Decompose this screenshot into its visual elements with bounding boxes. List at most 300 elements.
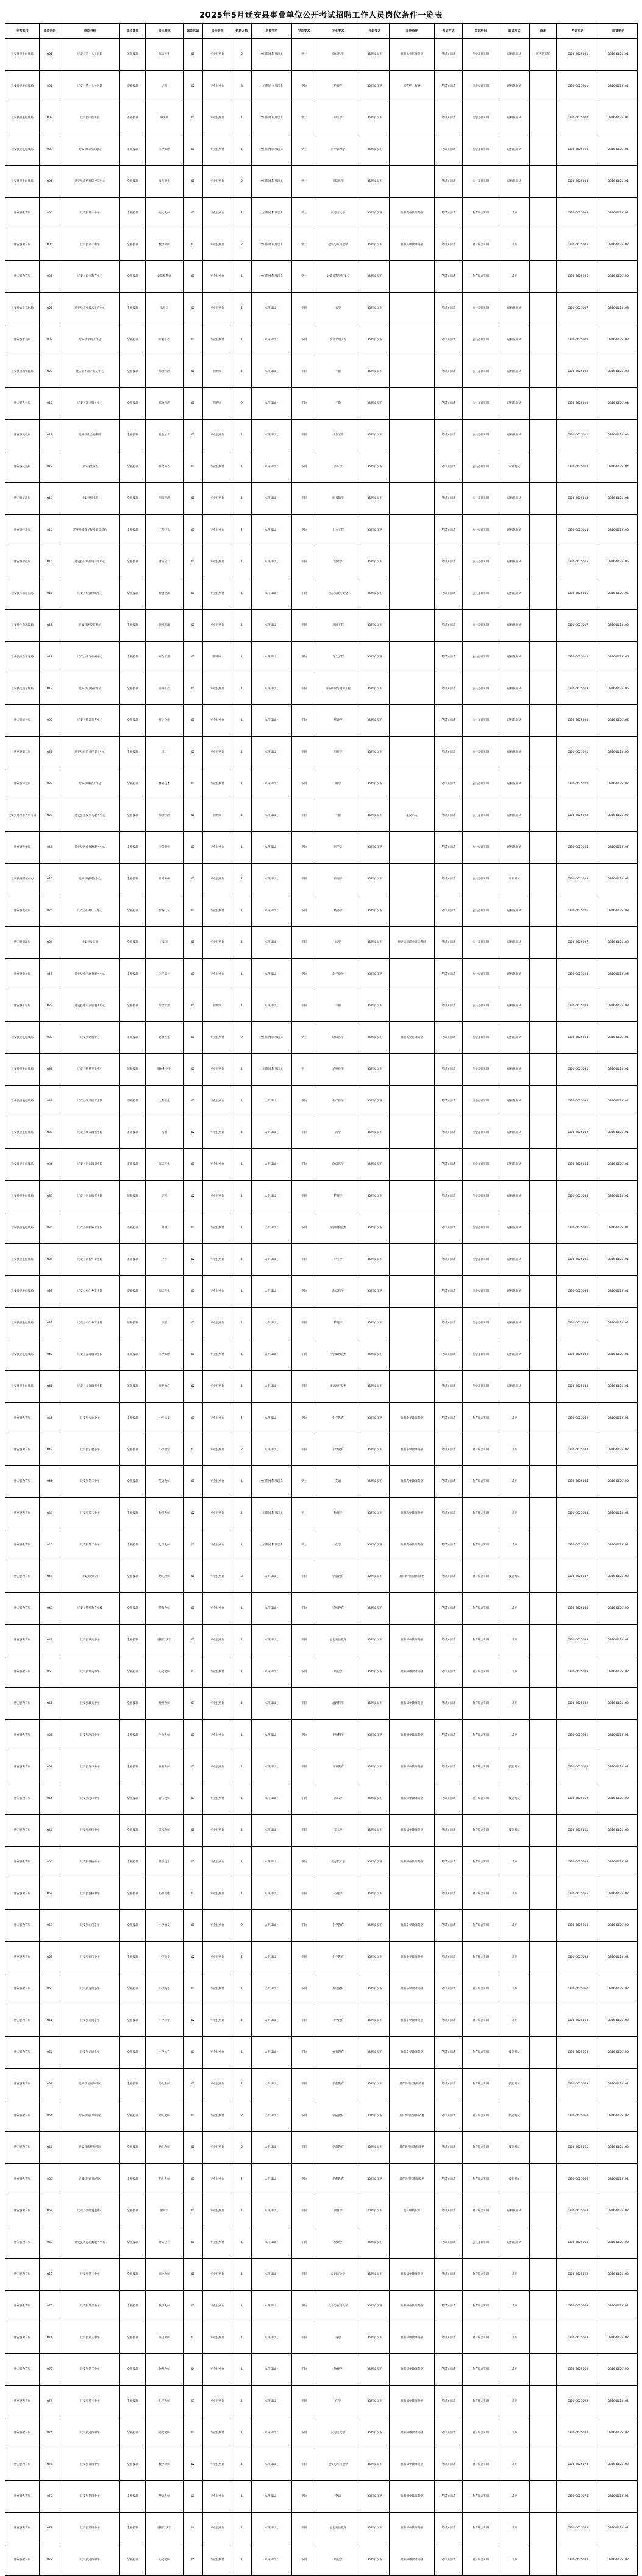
table-cell: 专业技术岗	[203, 1244, 232, 1276]
table-cell: 01	[184, 1212, 203, 1244]
table-cell: 本科及以上	[252, 2291, 292, 2322]
table-cell	[390, 673, 435, 705]
table-cell: 0316-6625007	[557, 293, 599, 324]
table-cell: 具有初中教师资格	[390, 1847, 435, 1878]
table-cell: 2	[232, 2100, 252, 2132]
table-cell: 专业技术岗	[203, 483, 232, 515]
table-cell: 笔试+面试	[435, 642, 463, 673]
table-cell: 汉语言文学	[316, 2259, 360, 2291]
table-cell: 全额拨款	[120, 515, 146, 546]
table-cell: 03	[184, 2322, 203, 2354]
table-cell: 教育综合知识	[463, 2100, 499, 2132]
table-cell: 01	[184, 990, 203, 1022]
table-cell: 公共基础知识	[463, 451, 499, 483]
table-cell: 试讲	[499, 1847, 530, 1878]
table-cell: 0316-6625017	[557, 610, 599, 642]
table-cell: 01	[184, 642, 203, 673]
table-cell: 大专及以上	[252, 1942, 292, 1973]
table-cell: 临床医学	[316, 1149, 360, 1181]
table-cell: 35周岁以下	[360, 673, 390, 705]
table-cell: 迁安县实验小学	[60, 1434, 120, 1466]
table-cell: 教育综合知识	[463, 2386, 499, 2417]
table-cell: 不限	[292, 737, 316, 768]
table-cell: 1	[232, 1847, 252, 1878]
table-cell: 英语教师	[146, 2322, 184, 2354]
table-cell: 差额拨款	[120, 1244, 146, 1276]
table-cell: 公共基础知识	[463, 166, 499, 198]
table-cell: 笔试+面试	[435, 1022, 463, 1054]
table-cell: 迁安县司法局	[5, 927, 40, 959]
table-cell: 024	[40, 832, 60, 864]
table-cell: 地理科学	[316, 1688, 360, 1720]
table-cell: 全额拨款	[120, 1910, 146, 1942]
table-cell: 30周岁以下	[360, 1181, 390, 1212]
table-cell: 迁安县特殊教育学校	[60, 1593, 120, 1625]
table-cell: 迁安县河口镇卫生院	[60, 1181, 120, 1212]
table-cell	[530, 546, 557, 578]
table-cell: 迁安县卫生健康局	[5, 1308, 40, 1339]
table-cell: 1	[232, 1339, 252, 1371]
table-cell: 35周岁以下	[360, 1942, 390, 1973]
table-cell: 033	[40, 1117, 60, 1149]
table-cell: 迁安县生态环境局	[5, 610, 40, 642]
table-cell: 迁安县教育局	[5, 2449, 40, 2481]
table-cell: 迁安县林业局	[5, 768, 40, 800]
table-cell: 35周岁以下	[360, 705, 390, 737]
table-cell: 医学类	[316, 832, 360, 864]
table-cell: 教育综合知识	[463, 2417, 499, 2449]
table-cell: 1	[232, 1751, 252, 1783]
table-cell: 0316-6625104	[599, 483, 638, 515]
table-cell: 全日制本科及以上	[252, 102, 292, 134]
table-cell: 017	[40, 610, 60, 642]
table-cell: 03	[184, 1688, 203, 1720]
table-cell: 体育教育	[316, 1751, 360, 1783]
table-cell: 结构化面试	[499, 673, 530, 705]
table-cell: 教育综合知识	[463, 1498, 499, 1530]
table-cell: 35周岁以下	[360, 2449, 390, 2481]
table-row	[5, 420, 638, 451]
table-cell	[390, 1878, 435, 1910]
table-cell: 本科及以上	[252, 1720, 292, 1751]
table-cell: 迁安县林业工作站	[60, 768, 120, 800]
table-cell: 迁安县新桥中学	[60, 1878, 120, 1910]
table-cell: 具有中级职称	[390, 2195, 435, 2227]
table-cell: 专业技术岗	[203, 1212, 232, 1244]
table-cell: 笔试+面试	[435, 2259, 463, 2291]
table-cell	[530, 451, 557, 483]
table-cell: 迁安县退役军人服务中心	[60, 800, 120, 832]
table-row	[5, 198, 638, 229]
table-cell: 0316-6625101	[599, 1244, 638, 1276]
table-cell: 结构化面试	[499, 895, 530, 927]
table-cell: 本科及以上	[252, 2259, 292, 2291]
table-cell: 不限	[292, 1403, 316, 1434]
table-cell: 0316-6625032	[557, 1086, 599, 1117]
table-cell: 0316-6625038	[557, 1308, 599, 1339]
table-cell: 077	[40, 2513, 60, 2544]
table-cell: 公共基础知识	[463, 515, 499, 546]
table-cell: 不限	[292, 1561, 316, 1593]
table-cell	[530, 2322, 557, 2354]
table-cell: 大专及以上	[252, 1371, 292, 1403]
table-cell: 笔试+面试	[435, 71, 463, 102]
table-cell: 地理教师	[146, 1688, 184, 1720]
table-cell: 052	[40, 1720, 60, 1751]
table-cell: 小学数学	[146, 1942, 184, 1973]
table-cell: 35周岁以下	[360, 420, 390, 451]
table-cell: 0316-6625102	[599, 1593, 638, 1625]
table-cell: 01	[184, 1720, 203, 1751]
table-cell: 迁安县农业技术推广中心	[60, 293, 120, 324]
table-cell: 不限	[292, 1783, 316, 1815]
table-cell: 具有初中教师资格	[390, 2322, 435, 2354]
table-cell: 具有初中教师资格	[390, 2544, 435, 2576]
table-cell: 公共基础知识	[463, 959, 499, 990]
column-header: 其他条件	[390, 24, 435, 39]
table-cell: 迁安县龙岗镇卫生院	[60, 1339, 120, 1371]
table-cell: 0316-6625102	[599, 2132, 638, 2164]
table-cell: 大专及以上	[252, 1308, 292, 1339]
table-cell: 0316-6625058	[557, 1942, 599, 1973]
table-cell: 35周岁以下	[360, 578, 390, 610]
table-cell: 01	[184, 832, 203, 864]
table-cell: 0316-6625104	[599, 420, 638, 451]
table-cell: 具有高中教师资格	[390, 198, 435, 229]
table-cell: 1	[232, 705, 252, 737]
table-cell	[530, 1212, 557, 1244]
table-row	[5, 1910, 638, 1942]
table-cell: 迁安县新桥乡卫生院	[60, 1244, 120, 1276]
table-cell: 笔试+面试	[435, 2481, 463, 2513]
table-cell: 小学英语	[146, 1973, 184, 2005]
table-cell: 全额拨款	[120, 895, 146, 927]
table-cell: 迁安县教育局	[5, 2132, 40, 2164]
table-cell: 水利水电工程	[316, 324, 360, 356]
table-cell: 迁安县水利局	[5, 324, 40, 356]
table-cell: 迁安县社会福利院	[60, 420, 120, 451]
table-cell: 0316-6625108	[599, 959, 638, 990]
table-cell: 0316-6625052	[557, 1720, 599, 1751]
table-cell: 0316-6625042	[557, 1434, 599, 1466]
table-cell: 005	[40, 229, 60, 261]
table-cell: 结构化面试	[499, 1276, 530, 1308]
table-cell: 笔试+面试	[435, 1086, 463, 1117]
table-cell	[390, 102, 435, 134]
table-cell: 全额拨款	[120, 2037, 146, 2069]
table-cell: 专业技术岗	[203, 229, 232, 261]
table-cell: 1	[232, 1593, 252, 1625]
table-cell: 全额拨款	[120, 261, 146, 293]
column-header: 备注	[530, 24, 557, 39]
column-header: 监督电话	[599, 24, 638, 39]
table-cell: 全额拨款	[120, 959, 146, 990]
table-cell: 教育综合知识	[463, 2322, 499, 2354]
table-cell: 差额拨款	[120, 1308, 146, 1339]
table-cell	[530, 1054, 557, 1086]
table-cell: 061	[40, 2005, 60, 2037]
table-cell: 具有初中教师资格	[390, 2417, 435, 2449]
table-cell: 30周岁以下	[360, 2100, 390, 2132]
table-cell: 专业技术岗	[203, 261, 232, 293]
table-cell: 01	[184, 2195, 203, 2227]
table-cell: 专业技术岗	[203, 2449, 232, 2481]
table-cell: 结构化面试	[499, 737, 530, 768]
table-cell: 不限	[292, 483, 316, 515]
table-cell: 迁安县卫生健康局	[5, 1086, 40, 1117]
table-cell: 迁安县教育局	[5, 2164, 40, 2195]
table-cell: 专业技术岗	[203, 2037, 232, 2069]
table-cell: 01	[184, 959, 203, 990]
table-cell: 040	[40, 1339, 60, 1371]
table-cell: 041	[40, 1371, 60, 1403]
table-row	[5, 1973, 638, 2005]
table-cell: 不限	[292, 2354, 316, 2386]
table-cell: 笔试+面试	[435, 2386, 463, 2417]
table-cell: 试讲	[499, 2322, 530, 2354]
table-cell: 0316-6625102	[599, 1973, 638, 2005]
table-cell: 试讲	[499, 1656, 530, 1688]
table-cell: 具有初中教师资格	[390, 2481, 435, 2513]
table-cell: 迁安县工信局	[5, 990, 40, 1022]
table-cell: 专业技术岗	[203, 2544, 232, 2576]
table-cell	[530, 71, 557, 102]
table-cell: 迁安县河口镇卫生院	[60, 1149, 120, 1181]
table-cell: 0316-6625068	[557, 2227, 599, 2259]
table-cell: 大专及以上	[252, 1117, 292, 1149]
table-cell: 0316-6625074	[557, 2513, 599, 2544]
table-cell: 050	[40, 1656, 60, 1688]
table-cell: 结构化面试	[499, 1117, 530, 1149]
table-cell: 教育综合知识	[463, 1593, 499, 1625]
table-cell: 大专及以上	[252, 2100, 292, 2132]
table-cell: 笔试+面试	[435, 1498, 463, 1530]
table-cell: 01	[184, 1149, 203, 1181]
table-cell: 35周岁以下	[360, 451, 390, 483]
table-cell: 1	[232, 546, 252, 578]
table-cell: 全日制本科及以上	[252, 1466, 292, 1498]
table-cell: 1	[232, 2291, 252, 2322]
table-cell	[530, 515, 557, 546]
table-cell: 笔试+面试	[435, 578, 463, 610]
table-cell: 037	[40, 1244, 60, 1276]
table-row	[5, 2481, 638, 2513]
table-cell: 公共基础知识	[463, 705, 499, 737]
table-cell: 本科及以上	[252, 2481, 292, 2513]
table-cell	[530, 1181, 557, 1212]
table-cell: 不限	[292, 1117, 316, 1149]
table-cell: 35周岁以下	[360, 737, 390, 768]
table-cell: 医学基础知识	[463, 1086, 499, 1117]
table-cell: 35周岁以下	[360, 1022, 390, 1054]
table-cell: 不限	[316, 800, 360, 832]
column-header: 年龄要求	[360, 24, 390, 39]
table-row	[5, 293, 638, 324]
table-row	[5, 2005, 638, 2037]
table-cell	[390, 2227, 435, 2259]
table-cell: 30周岁以下	[360, 1308, 390, 1339]
table-cell: 01	[184, 864, 203, 895]
table-cell: 生物科学	[316, 1720, 360, 1751]
table-cell: 生物教师	[146, 1720, 184, 1751]
table-cell: 大专及以上	[252, 1339, 292, 1371]
table-cell: 全额拨款	[120, 737, 146, 768]
table-cell: 结构化面试	[499, 768, 530, 800]
table-cell: 专业技术岗	[203, 895, 232, 927]
table-cell: 1	[232, 1783, 252, 1815]
table-cell	[530, 2195, 557, 2227]
table-row	[5, 2449, 638, 2481]
table-cell: 067	[40, 2195, 60, 2227]
table-cell: 35周岁以下	[360, 642, 390, 673]
table-cell: 笔试+面试	[435, 102, 463, 134]
table-cell: 专业技术岗	[203, 2417, 232, 2449]
table-cell: 笔试+面试	[435, 1561, 463, 1593]
table-row	[5, 2132, 638, 2164]
table-cell: 2	[232, 1403, 252, 1434]
table-cell: 02	[184, 1117, 203, 1149]
table-cell: 01	[184, 1086, 203, 1117]
table-cell: 1	[232, 800, 252, 832]
table-cell: 专业技术岗	[203, 927, 232, 959]
table-cell: 1	[232, 1086, 252, 1117]
table-cell: 笔试+面试	[435, 1117, 463, 1149]
table-cell: 038	[40, 1276, 60, 1308]
table-cell: 迁安县水利工作站	[60, 324, 120, 356]
table-cell: 数学与应用数学	[316, 2449, 360, 2481]
table-cell	[530, 895, 557, 927]
table-cell: 2	[232, 198, 252, 229]
table-cell: 0316-6625069	[557, 2386, 599, 2417]
table-row	[5, 1688, 638, 1720]
table-cell	[530, 642, 557, 673]
table-row	[5, 1878, 638, 1910]
table-cell: 试讲	[499, 2449, 530, 2481]
table-cell: 技能测试	[499, 1561, 530, 1593]
table-cell: 临床医学	[316, 39, 360, 71]
table-cell: 教育综合知识	[463, 261, 499, 293]
table-cell: 迁安县统计普查中心	[60, 705, 120, 737]
table-cell: 试讲	[499, 1688, 530, 1720]
table-cell: 03	[184, 2481, 203, 2513]
table-cell: 0316-6625102	[599, 1625, 638, 1656]
table-cell: 专业技术岗	[203, 2069, 232, 2100]
table-cell: 技能测试	[499, 1815, 530, 1847]
table-cell: 迁安县不动产登记中心	[60, 356, 120, 388]
table-cell: 0316-6625005	[557, 229, 599, 261]
table-cell	[390, 1371, 435, 1403]
table-cell: 美术教师	[146, 1815, 184, 1847]
table-cell	[390, 420, 435, 451]
table-cell: 迁安县石门乡卫生院	[60, 1308, 120, 1339]
table-cell: 009	[40, 356, 60, 388]
table-row	[5, 2417, 638, 2449]
table-cell: 笔试+面试	[435, 2354, 463, 2386]
table-cell: 差额拨款	[120, 1117, 146, 1149]
table-cell: 01	[184, 2227, 203, 2259]
table-cell: 教育综合知识	[463, 1815, 499, 1847]
table-cell: 0316-6625074	[557, 2417, 599, 2449]
table-cell	[530, 1308, 557, 1339]
table-cell: 02	[184, 229, 203, 261]
table-cell: 35周岁以下	[360, 1751, 390, 1783]
table-cell: 迁安县新桥中学	[60, 1847, 120, 1878]
table-cell: 笔试+面试	[435, 1371, 463, 1403]
table-cell: 笔试+面试	[435, 1751, 463, 1783]
table-cell: 医学影像学	[316, 134, 360, 166]
table-row	[5, 1815, 638, 1847]
table-cell: 迁安县环境监测站	[60, 610, 120, 642]
table-cell: 笔试+面试	[435, 2164, 463, 2195]
table-cell: 教育综合知识	[463, 1783, 499, 1815]
table-cell: 学前教育	[316, 2132, 360, 2164]
table-cell: 具有初中教师资格	[390, 1625, 435, 1656]
table-cell: 不限	[292, 1371, 316, 1403]
table-cell: 迁安县石门小学	[60, 1942, 120, 1973]
table-cell: 笔试+面试	[435, 990, 463, 1022]
table-cell: 笔试+面试	[435, 610, 463, 642]
table-body	[5, 39, 638, 2576]
table-cell: 0316-6625108	[599, 990, 638, 1022]
table-cell: 0316-6625102	[599, 229, 638, 261]
table-row	[5, 1530, 638, 1561]
table-cell: 0316-6625021	[557, 737, 599, 768]
table-cell: 专业技术岗	[203, 610, 232, 642]
table-cell: 专业技术岗	[203, 1371, 232, 1403]
table-cell	[530, 1434, 557, 1466]
table-cell: 迁安县教育局	[5, 2481, 40, 2513]
table-cell: 2	[232, 1434, 252, 1466]
table-cell: 03	[184, 1878, 203, 1910]
table-cell: 专业技术岗	[203, 578, 232, 610]
table-cell: 具有护士资格	[390, 71, 435, 102]
table-cell: 02	[184, 2005, 203, 2037]
table-cell: 数学与应用数学	[316, 2291, 360, 2322]
table-cell: 40周岁以下	[360, 2195, 390, 2227]
table-cell: 公共基础知识	[463, 990, 499, 1022]
table-cell: 不限	[292, 800, 316, 832]
table-header-row	[5, 24, 638, 39]
table-cell: 迁安县市场监管局	[5, 578, 40, 610]
table-cell: 结构化面试	[499, 705, 530, 737]
table-cell: 中医学	[316, 1244, 360, 1276]
table-cell: 031	[40, 1054, 60, 1086]
table-cell: 不限	[292, 2291, 316, 2322]
table-cell: 迁安县龙岗小学	[60, 2005, 120, 2037]
table-cell: 01	[184, 673, 203, 705]
table-cell: 0316-6625102	[599, 1498, 638, 1530]
table-cell: 全额拨款	[120, 2481, 146, 2513]
table-cell: 专业技术岗	[203, 1815, 232, 1847]
table-cell: 新闻学	[316, 864, 360, 895]
table-cell: 0316-6625069	[557, 2291, 599, 2322]
table-cell: 1	[232, 1878, 252, 1910]
table-cell: 统计分析	[146, 705, 184, 737]
table-cell: 073	[40, 2386, 60, 2417]
table-cell: 35周岁以下	[360, 927, 390, 959]
table-cell: 特教教师	[146, 1593, 184, 1625]
table-cell: 迁安县城关镇卫生院	[60, 1086, 120, 1117]
table-cell: 0316-6625074	[557, 2449, 599, 2481]
table-cell: 管理岗	[203, 388, 232, 420]
table-cell: 专业技术岗	[203, 1022, 232, 1054]
table-cell: 01	[184, 895, 203, 927]
table-cell: 35周岁以下	[360, 2481, 390, 2513]
table-cell: 1	[232, 420, 252, 451]
table-cell: 笔试+面试	[435, 2227, 463, 2259]
table-cell: 具有幼儿园教师资格	[390, 2132, 435, 2164]
table-cell: 不限	[292, 1973, 316, 2005]
